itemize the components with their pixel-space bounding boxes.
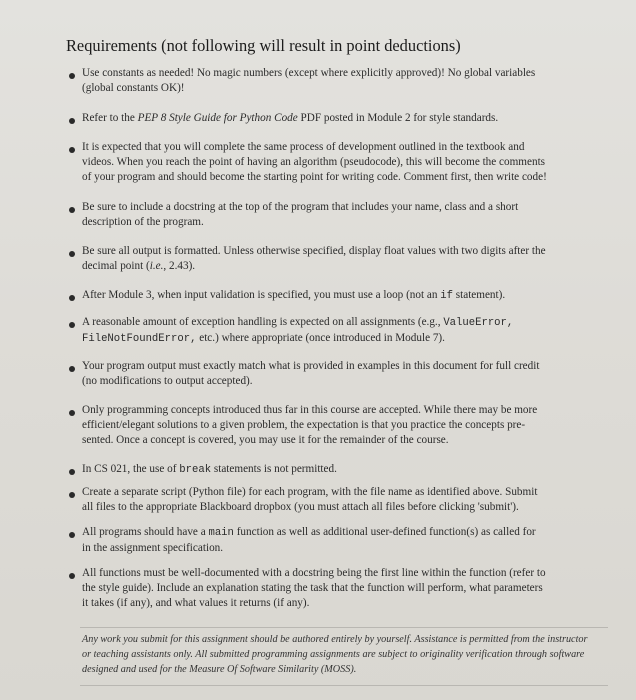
- item-line: It is expected that you will complete the same process of development outlined in the textbook and: [82, 141, 525, 153]
- note-divider-top: [80, 627, 608, 628]
- code-keyword: main: [208, 527, 234, 539]
- note-line: Any work you submit for this assignment should be authored entirely by yourself. Assistance is permitted from the instructor: [82, 634, 588, 645]
- bullet-icon: [69, 207, 75, 213]
- item-line: description of the program.: [82, 216, 204, 228]
- text-run: statement).: [452, 289, 506, 301]
- item-line: Be sure all output is formatted. Unless otherwise specified, display float values with two digits after the: [82, 245, 546, 257]
- note-line: or teaching assistants only. All submitted programming assignments are subject to originality verification through software: [82, 649, 585, 660]
- text-run: etc.) where appropriate (once introduced in Module 7).: [196, 332, 445, 344]
- bullet-icon: [69, 251, 75, 257]
- bullet-icon: [69, 118, 75, 124]
- text-run: function as well as additional user-defined function(s) as called for: [233, 526, 536, 538]
- item-line: (no modifications to output accepted).: [82, 375, 253, 387]
- bullet-icon: [69, 73, 75, 79]
- item-line: (global constants OK)!: [82, 82, 185, 94]
- item-line: it takes (if any), and what values it returns (if any).: [82, 597, 310, 609]
- item-line: [82, 259, 602, 274]
- code-keyword: break: [179, 464, 212, 476]
- code-keyword: FileNotFoundError,: [82, 333, 197, 345]
- text-run: After Module 3, when input validation is specified, you must use a loop (not an: [82, 289, 441, 301]
- item-line: sented. Once a concept is covered, you may use it for the remainder of the course.: [82, 434, 449, 446]
- text-run: All programs should have a: [82, 526, 209, 538]
- item-line: [82, 331, 602, 347]
- item-line: Use constants as needed! No magic numbers (except where explicitly approved)! No global variables: [82, 67, 536, 79]
- text-run: In CS 021, the use of: [82, 463, 180, 475]
- text-run: Refer to the: [82, 112, 138, 124]
- bullet-icon: [69, 410, 75, 416]
- requirement-item: [82, 244, 602, 274]
- item-line: all files to the appropriate Blackboard dropbox (you must attach all files before clicking 'submit').: [82, 501, 519, 513]
- bullet-icon: [69, 532, 75, 538]
- item-line: Be sure to include a docstring at the top of the program that includes your name, class and a short: [82, 201, 519, 213]
- requirement-item: [82, 288, 602, 304]
- item-line: efficient/elegant solutions to a given problem, the expectation is that you practice the concepts pre-: [82, 419, 526, 431]
- integrity-note: [82, 632, 607, 677]
- text-run: , 2.43).: [163, 260, 196, 272]
- requirement-item: [82, 200, 602, 230]
- item-line: [82, 111, 602, 126]
- bullet-icon: [69, 295, 75, 301]
- requirement-item: [82, 359, 602, 389]
- text-run: PDF posted in Module 2 for style standards.: [297, 112, 499, 124]
- item-line: [82, 525, 602, 541]
- item-line: videos. When you reach the point of having an algorithm (pseudocode), this will become the comments: [82, 156, 546, 168]
- requirement-item: [82, 462, 602, 478]
- text-run: A reasonable amount of exception handling is expected on all assignments (e.g.,: [82, 316, 444, 328]
- item-line: in the assignment specification.: [82, 542, 224, 554]
- bullet-icon: [69, 147, 75, 153]
- note-divider-bottom: [80, 685, 608, 686]
- requirement-item: [82, 111, 602, 126]
- requirement-item: [82, 315, 602, 347]
- requirement-item: [82, 66, 602, 96]
- item-line: Your program output must exactly match what is provided in examples in this document for full credit: [82, 360, 540, 372]
- item-line: All functions must be well-documented with a docstring being the first line within the function (refer to: [82, 567, 546, 579]
- requirement-item: [82, 403, 602, 448]
- item-line: the style guide). Include an explanation stating the task that the function will perform, what parameters: [82, 582, 543, 594]
- code-keyword: ValueError,: [443, 317, 514, 329]
- item-line: of your program and should become the starting point for writing code. Comment first, then write code!: [82, 171, 547, 183]
- bullet-icon: [69, 469, 75, 475]
- text-run: decimal point (: [82, 260, 150, 272]
- bullet-icon: [69, 366, 75, 372]
- item-line: [82, 288, 602, 304]
- note-line: designed and used for the Measure Of Software Similarity (MOSS).: [82, 664, 357, 675]
- text-run: i.e.: [149, 260, 164, 272]
- item-line: [82, 315, 602, 331]
- text-run: statements is not permitted.: [211, 463, 337, 475]
- style-guide-title: PEP 8 Style Guide for Python Code: [137, 112, 298, 124]
- item-line: Only programming concepts introduced thus far in this course are accepted. While there may be more: [82, 404, 538, 416]
- bullet-icon: [69, 322, 75, 328]
- requirement-item: [82, 566, 602, 611]
- bullet-icon: [69, 573, 75, 579]
- code-keyword: if: [440, 290, 453, 302]
- requirement-item: [82, 525, 602, 556]
- bullet-icon: [69, 492, 75, 498]
- requirement-item: [82, 140, 602, 185]
- item-line: Create a separate script (Python file) for each program, with the file name as identified above. Submit: [82, 486, 538, 498]
- item-line: [82, 462, 602, 478]
- requirement-item: [82, 485, 602, 515]
- section-heading: Requirements (not following will result in point deductions): [66, 36, 461, 55]
